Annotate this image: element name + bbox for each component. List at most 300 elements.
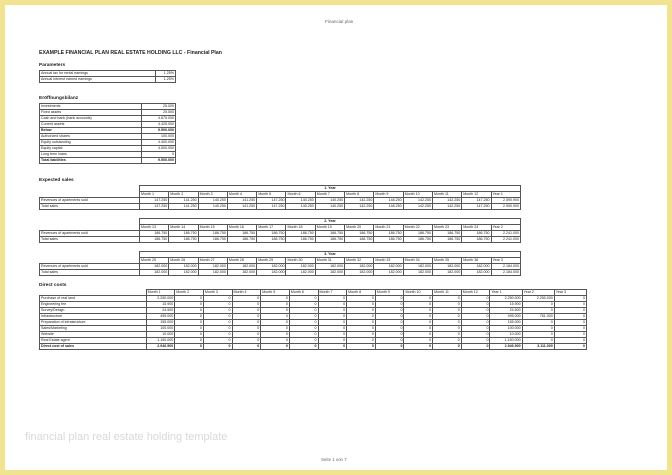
sales-value: 147.250 xyxy=(257,198,286,204)
sales-value: 182.000 xyxy=(227,270,256,276)
sales-value: 182.000 xyxy=(257,270,286,276)
sales-row-label: Total sales xyxy=(40,270,140,276)
sales-value: 186.750 xyxy=(257,231,286,237)
sales-month-header: Month 13 xyxy=(140,225,169,231)
costs-column-header: Month 10 xyxy=(404,290,433,296)
costs-column-header: Month 4 xyxy=(232,290,261,296)
costs-value: 0 xyxy=(318,344,347,350)
costs-row-label: Infrastructure xyxy=(40,314,147,320)
sales-month-header: Month 8 xyxy=(345,192,374,198)
costs-value: 0 xyxy=(175,308,204,314)
costs-value: 0 xyxy=(522,332,554,338)
sales-month-header: Month 14 xyxy=(169,225,198,231)
costs-value: 0 xyxy=(554,314,586,320)
costs-column-header: Month 8 xyxy=(347,290,376,296)
balance-label: Investments xyxy=(40,104,142,110)
costs-value: 0 xyxy=(261,332,290,338)
costs-value: 155.000 xyxy=(146,320,175,326)
sales-value: 182.000 xyxy=(198,270,227,276)
costs-value: 0 xyxy=(404,296,433,302)
sales-month-header: Month 31 xyxy=(315,258,344,264)
sales-value: 182.000 xyxy=(432,264,461,270)
sales-month-header: Month 29 xyxy=(257,258,286,264)
sales-month-header: Month 2 xyxy=(169,192,198,198)
sales-value: 186.750 xyxy=(286,231,315,237)
sales-value: 2.184.000 xyxy=(491,270,520,276)
sales-month-header: Month 25 xyxy=(140,258,169,264)
sales-value: 148.250 xyxy=(374,204,403,210)
costs-value: 0 xyxy=(175,314,204,320)
costs-value: 0 xyxy=(433,308,462,314)
costs-value: 0 xyxy=(554,296,586,302)
sales-value: 2.241.000 xyxy=(491,231,520,237)
costs-value: 0 xyxy=(289,302,318,308)
costs-value: 0 xyxy=(289,314,318,320)
sales-month-header: Month 23 xyxy=(432,225,461,231)
costs-column-header: Month 2 xyxy=(175,290,204,296)
balance-label: Equity capital xyxy=(40,146,142,152)
costs-column-header: Month 9 xyxy=(375,290,404,296)
sales-value: 147.250 xyxy=(140,204,169,210)
costs-value: 0 xyxy=(522,302,554,308)
sales-year-label: 1. Year xyxy=(140,186,521,192)
costs-value: 0 xyxy=(461,296,490,302)
sales-month-header: Month 18 xyxy=(286,225,315,231)
sales-month-header: Month 1 xyxy=(140,192,169,198)
costs-row-label: Real Estate agent xyxy=(40,338,147,344)
sales-month-header: Month 33 xyxy=(374,258,403,264)
sales-row-label: Total sales xyxy=(40,237,140,243)
sales-table-year-1 xyxy=(39,185,521,210)
costs-value: 0 xyxy=(522,320,554,326)
sales-value: 182.000 xyxy=(432,270,461,276)
costs-value: 2.250.000 xyxy=(522,296,554,302)
costs-value: 0 xyxy=(433,296,462,302)
costs-value: 0 xyxy=(261,308,290,314)
sales-month-header: Month 6 xyxy=(286,192,315,198)
costs-value: 0 xyxy=(203,308,232,314)
costs-value: 0 xyxy=(375,308,404,314)
sales-value: 186.750 xyxy=(140,237,169,243)
costs-value: 3.111.000 xyxy=(522,344,554,350)
costs-row-label: Sales/Marketing xyxy=(40,326,147,332)
page-footer: Seite 1 von 7 xyxy=(321,457,347,462)
costs-value: 0 xyxy=(289,338,318,344)
sales-row-label: Revenues of apartments sold xyxy=(40,231,140,237)
costs-value: 0 xyxy=(175,332,204,338)
expected-sales-title: Expected sales xyxy=(39,178,74,183)
sales-month-header: Month 22 xyxy=(403,225,432,231)
costs-value: 0 xyxy=(554,332,586,338)
sales-month-header: Month 3 xyxy=(198,192,227,198)
costs-value: 0 xyxy=(375,338,404,344)
parameters-title: Parameters xyxy=(39,63,66,68)
sales-value: 142.250 xyxy=(345,204,374,210)
costs-value: 24.500 xyxy=(490,308,522,314)
sales-month-header: Year 1 xyxy=(491,192,520,198)
balance-label: Current assets xyxy=(40,122,142,128)
sales-value: 2.590.900 xyxy=(491,204,520,210)
costs-value: 0 xyxy=(261,344,290,350)
costs-value: 0 xyxy=(232,326,261,332)
costs-value: 0 xyxy=(289,308,318,314)
sales-value: 140.250 xyxy=(198,204,227,210)
document-title: EXAMPLE FINANCIAL PLAN REAL ESTATE HOLDING LLC - Financial Plan xyxy=(39,50,222,56)
costs-value: 0 xyxy=(232,302,261,308)
costs-value: 0 xyxy=(554,302,586,308)
costs-value: 155.000 xyxy=(490,320,522,326)
sales-value: 147.250 xyxy=(140,198,169,204)
sales-value: 142.250 xyxy=(403,198,432,204)
sales-value: 186.750 xyxy=(198,231,227,237)
direct-costs-table xyxy=(39,289,587,350)
balance-value: 25.500 xyxy=(142,110,176,116)
costs-value: 0 xyxy=(375,296,404,302)
costs-column-header: Month 12 xyxy=(461,290,490,296)
costs-column-header: Year 1 xyxy=(490,290,522,296)
costs-value: 15.900 xyxy=(146,302,175,308)
sales-value: 182.000 xyxy=(403,264,432,270)
sales-row xyxy=(40,270,521,276)
costs-value: 0 xyxy=(347,302,376,308)
costs-value: 0 xyxy=(289,332,318,338)
costs-value: 2.946.900 xyxy=(490,344,522,350)
sales-value: 140.250 xyxy=(286,204,315,210)
costs-value: 0 xyxy=(461,332,490,338)
costs-value: 0 xyxy=(289,320,318,326)
sales-value: 186.750 xyxy=(286,237,315,243)
costs-value: 0 xyxy=(404,314,433,320)
costs-column-header: Year 2 xyxy=(522,290,554,296)
costs-value: 0 xyxy=(461,314,490,320)
sales-month-header: Month 28 xyxy=(227,258,256,264)
sales-month-header: Month 32 xyxy=(345,258,374,264)
sales-value: 182.000 xyxy=(403,270,432,276)
balance-value: 4.675.000 xyxy=(142,116,176,122)
costs-value: 0 xyxy=(433,302,462,308)
sales-month-header: Month 21 xyxy=(374,225,403,231)
costs-value: 0 xyxy=(203,296,232,302)
direct-costs-title: Direct costs xyxy=(39,283,67,288)
costs-row-label: Engineering fee xyxy=(40,302,147,308)
costs-value: 0 xyxy=(347,344,376,350)
sales-row xyxy=(40,237,521,243)
sales-value: 182.000 xyxy=(140,270,169,276)
costs-value: 0 xyxy=(375,314,404,320)
balance-value: 9.500.000 xyxy=(142,158,176,164)
sales-month-header: Month 10 xyxy=(403,192,432,198)
sales-month-header: Month 20 xyxy=(345,225,374,231)
sales-value: 182.000 xyxy=(140,264,169,270)
sales-value: 182.000 xyxy=(374,270,403,276)
parameter-row xyxy=(40,77,176,83)
costs-value: 0 xyxy=(461,302,490,308)
costs-value: 0 xyxy=(261,326,290,332)
costs-value: 0 xyxy=(433,320,462,326)
costs-value: 0 xyxy=(522,308,554,314)
sales-value: 186.750 xyxy=(198,237,227,243)
sales-value: 141.250 xyxy=(169,204,198,210)
sales-value: 186.750 xyxy=(403,237,432,243)
page-header: Financial plan xyxy=(325,19,354,24)
sales-value: 182.000 xyxy=(462,264,491,270)
parameter-label: Annual tax for rental earnings xyxy=(40,71,156,77)
costs-row-label: Survey/Design xyxy=(40,308,147,314)
costs-value: 0 xyxy=(433,314,462,320)
sales-value: 141.250 xyxy=(227,204,256,210)
sales-month-header: Month 17 xyxy=(257,225,286,231)
costs-value: 495.000 xyxy=(490,314,522,320)
sales-year-label: 3. Year xyxy=(140,252,521,258)
costs-value: 0 xyxy=(318,308,347,314)
costs-column-header: Month 5 xyxy=(261,290,290,296)
costs-value: 2.946.900 xyxy=(146,344,175,350)
sales-month-header: Year 2 xyxy=(491,225,520,231)
costs-row-label: Purchase of real land xyxy=(40,296,147,302)
costs-value: 0 xyxy=(203,326,232,332)
sales-value: 182.000 xyxy=(374,264,403,270)
sales-value: 182.000 xyxy=(462,270,491,276)
sales-value: 147.250 xyxy=(257,204,286,210)
balance-label: Authorized shares xyxy=(40,134,142,140)
sales-month-header: Month 30 xyxy=(286,258,315,264)
costs-value: 761.000 xyxy=(522,314,554,320)
costs-value: 0 xyxy=(375,320,404,326)
costs-value: 0 xyxy=(375,302,404,308)
costs-row xyxy=(40,344,587,350)
sales-value: 186.750 xyxy=(462,231,491,237)
sales-value: 186.750 xyxy=(374,231,403,237)
sales-value: 186.750 xyxy=(345,231,374,237)
costs-value: 0 xyxy=(375,326,404,332)
costs-value: 10.000 xyxy=(146,332,175,338)
costs-row-label: Website xyxy=(40,332,147,338)
costs-value: 0 xyxy=(318,296,347,302)
costs-value: 0 xyxy=(261,296,290,302)
costs-value: 0 xyxy=(554,326,586,332)
sales-value: 186.750 xyxy=(227,231,256,237)
balance-label: Cash and bank (bank accounts) xyxy=(40,116,142,122)
costs-value: 0 xyxy=(232,332,261,338)
costs-value: 0 xyxy=(404,326,433,332)
costs-value: 0 xyxy=(404,308,433,314)
sales-value: 182.000 xyxy=(257,264,286,270)
costs-value: 0 xyxy=(232,314,261,320)
balance-value: 25.000 xyxy=(142,104,176,110)
sales-month-header: Month 27 xyxy=(198,258,227,264)
costs-value: 0 xyxy=(232,296,261,302)
costs-value: 0 xyxy=(404,344,433,350)
sales-value: 2.241.000 xyxy=(491,237,520,243)
costs-value: 0 xyxy=(554,320,586,326)
costs-value: 10.000 xyxy=(490,332,522,338)
balance-value: 4.400.000 xyxy=(142,140,176,146)
costs-value: 0 xyxy=(175,302,204,308)
sales-month-header: Month 34 xyxy=(403,258,432,264)
costs-value: 0 xyxy=(175,326,204,332)
sales-month-header: Month 36 xyxy=(462,258,491,264)
costs-value: 0 xyxy=(203,332,232,338)
sales-table-year-3 xyxy=(39,251,521,276)
costs-value: 0 xyxy=(232,320,261,326)
costs-value: 0 xyxy=(554,344,586,350)
costs-value: 0 xyxy=(175,338,204,344)
costs-value: 100.000 xyxy=(146,326,175,332)
costs-value: 0 xyxy=(203,302,232,308)
sales-value: 186.750 xyxy=(227,237,256,243)
costs-value: 0 xyxy=(261,320,290,326)
costs-value: 0 xyxy=(461,344,490,350)
sales-value: 186.750 xyxy=(403,231,432,237)
sales-table-year-2 xyxy=(39,218,521,243)
costs-column-header: Month 7 xyxy=(318,290,347,296)
sales-value: 186.750 xyxy=(140,231,169,237)
parameters-table xyxy=(39,70,176,83)
sales-month-header: Month 7 xyxy=(315,192,344,198)
sales-value: 186.750 xyxy=(169,237,198,243)
costs-value: 100.000 xyxy=(490,326,522,332)
sales-value: 182.000 xyxy=(227,264,256,270)
costs-value: 0 xyxy=(347,320,376,326)
sales-value: 182.000 xyxy=(169,270,198,276)
sales-month-header: Month 9 xyxy=(374,192,403,198)
sales-value: 2.184.000 xyxy=(491,264,520,270)
balance-value: 0 xyxy=(142,152,176,158)
costs-row-label: Preparation of infrastructure xyxy=(40,320,147,326)
sales-month-header: Month 26 xyxy=(169,258,198,264)
sales-value: 186.750 xyxy=(315,231,344,237)
sales-value: 182.000 xyxy=(169,264,198,270)
sales-value: 186.750 xyxy=(432,237,461,243)
sales-month-header: Month 19 xyxy=(315,225,344,231)
costs-column-header: Month 1 xyxy=(146,290,175,296)
costs-value: 2.250.000 xyxy=(146,296,175,302)
costs-value: 0 xyxy=(175,296,204,302)
sales-month-header: Year 3 xyxy=(491,258,520,264)
sales-value: 186.750 xyxy=(462,237,491,243)
sales-year-label: 2. Year xyxy=(140,219,521,225)
costs-value: 1.150.000 xyxy=(490,338,522,344)
sales-value: 140.250 xyxy=(198,198,227,204)
balance-row xyxy=(40,158,176,164)
sales-row-label: Total sales xyxy=(40,204,140,210)
balance-label: Fixed assets xyxy=(40,110,142,116)
sales-value: 186.750 xyxy=(345,237,374,243)
costs-value: 2.250.000 xyxy=(490,296,522,302)
sales-value: 182.000 xyxy=(315,264,344,270)
costs-value: 0 xyxy=(318,326,347,332)
balance-value: 9.500.000 xyxy=(142,128,176,134)
costs-value: 0 xyxy=(289,296,318,302)
costs-value: 0 xyxy=(175,320,204,326)
sales-value: 182.000 xyxy=(286,270,315,276)
sales-value: 148.250 xyxy=(374,198,403,204)
parameter-value: 1.25% xyxy=(156,77,176,83)
costs-value: 0 xyxy=(522,326,554,332)
sales-month-header: Month 16 xyxy=(227,225,256,231)
sales-value: 186.750 xyxy=(315,237,344,243)
costs-value: 15.900 xyxy=(490,302,522,308)
sales-value: 141.250 xyxy=(227,198,256,204)
costs-value: 0 xyxy=(347,332,376,338)
watermark: financial plan real estate holding template xyxy=(25,431,228,443)
balance-label: Below xyxy=(40,128,142,134)
costs-value: 0 xyxy=(232,344,261,350)
costs-value: 0 xyxy=(203,344,232,350)
costs-value: 0 xyxy=(347,308,376,314)
costs-value: 0 xyxy=(433,344,462,350)
balance-value: 100.000 xyxy=(142,134,176,140)
costs-value: 0 xyxy=(461,326,490,332)
sales-value: 142.250 xyxy=(403,204,432,210)
sales-value: 141.250 xyxy=(169,198,198,204)
costs-value: 0 xyxy=(203,320,232,326)
sales-row-label: Revenues of apartments sold xyxy=(40,264,140,270)
sales-value: 147.250 xyxy=(462,198,491,204)
sales-value: 182.000 xyxy=(345,270,374,276)
costs-value: 0 xyxy=(461,338,490,344)
costs-value: 0 xyxy=(175,344,204,350)
sales-value: 186.750 xyxy=(374,237,403,243)
costs-value: 0 xyxy=(318,332,347,338)
costs-value: 0 xyxy=(347,338,376,344)
sales-value: 142.250 xyxy=(432,204,461,210)
costs-value: 0 xyxy=(261,302,290,308)
sales-value: 186.750 xyxy=(257,237,286,243)
costs-value: 0 xyxy=(522,338,554,344)
balance-label: Equity outstanding xyxy=(40,140,142,146)
costs-value: 0 xyxy=(318,338,347,344)
sales-month-header: Month 4 xyxy=(227,192,256,198)
sales-value: 182.000 xyxy=(345,264,374,270)
costs-value: 0 xyxy=(554,338,586,344)
costs-value: 0 xyxy=(289,344,318,350)
costs-value: 0 xyxy=(318,314,347,320)
costs-value: 0 xyxy=(289,326,318,332)
sales-value: 140.250 xyxy=(286,198,315,204)
balance-value: 4.425.000 xyxy=(142,122,176,128)
sales-month-header: Month 15 xyxy=(198,225,227,231)
costs-column-header: Month 3 xyxy=(203,290,232,296)
costs-value: 0 xyxy=(433,332,462,338)
costs-value: 0 xyxy=(232,338,261,344)
costs-value: 0 xyxy=(318,302,347,308)
balance-value: 4.500.000 xyxy=(142,146,176,152)
costs-value: 0 xyxy=(404,332,433,338)
costs-value: 0 xyxy=(375,344,404,350)
balance-label: Long term loans xyxy=(40,152,142,158)
sales-month-header: Month 35 xyxy=(432,258,461,264)
costs-row-label: Direct cost of sales xyxy=(40,344,147,350)
costs-value: 0 xyxy=(347,296,376,302)
sales-row xyxy=(40,204,521,210)
costs-value: 0 xyxy=(433,338,462,344)
sales-month-header: Month 12 xyxy=(462,192,491,198)
sales-value: 186.750 xyxy=(432,231,461,237)
costs-value: 0 xyxy=(404,320,433,326)
costs-value: 1.150.000 xyxy=(146,338,175,344)
balance-label: Total liabilities xyxy=(40,158,142,164)
costs-value: 0 xyxy=(433,326,462,332)
costs-value: 0 xyxy=(404,338,433,344)
sales-month-header: Month 5 xyxy=(257,192,286,198)
sales-value: 142.250 xyxy=(345,198,374,204)
parameter-label: Annual interest earned earnings xyxy=(40,77,156,83)
sales-value: 140.250 xyxy=(315,198,344,204)
costs-value: 0 xyxy=(203,314,232,320)
sales-value: 182.000 xyxy=(315,270,344,276)
costs-value: 0 xyxy=(261,314,290,320)
